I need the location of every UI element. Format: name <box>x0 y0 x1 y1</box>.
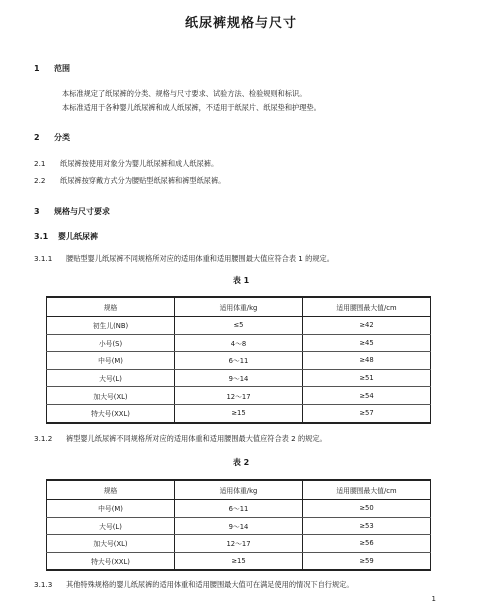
table-row <box>47 387 431 405</box>
section-2-title: 分类 <box>54 133 70 142</box>
section-1-heading <box>34 63 70 74</box>
section-3-1-number: 3.1 <box>34 232 49 241</box>
table-header-cell: 适用体重/kg <box>175 480 303 500</box>
table-cell: ≤5 <box>175 317 303 335</box>
table-cell: 初生儿(NB) <box>47 317 175 335</box>
section-1-paragraph-1: 本标准规定了纸尿裤的分类、规格与尺寸要求、试验方法、检验规则和标识。 <box>62 89 307 98</box>
table-cell: 9～14 <box>175 517 303 535</box>
clause-2-1-number: 2.1 <box>34 159 46 168</box>
section-1-number: 1 <box>34 64 40 73</box>
table-cell: 大号(L) <box>47 369 175 387</box>
table-cell: 6～11 <box>175 500 303 518</box>
table-row <box>47 352 431 370</box>
clause-2-2 <box>34 176 225 186</box>
table-cell: 6～11 <box>175 352 303 370</box>
table-row <box>47 535 431 553</box>
table-2 <box>46 479 431 571</box>
table-header-cell: 适用腰围最大值/cm <box>303 480 431 500</box>
table-row <box>47 317 431 335</box>
table-cell: ≥45 <box>303 334 431 352</box>
table-1-header-row <box>47 297 431 317</box>
clause-3-1-1-text: 腰贴型婴儿纸尿裤不同规格所对应的适用体重和适用腰围最大值应符合表 1 的规定。 <box>66 254 334 263</box>
table-2-body <box>47 500 431 571</box>
clause-3-1-2-number: 3.1.2 <box>34 434 53 443</box>
table-cell: 加大号(XL) <box>47 535 175 553</box>
section-3-title: 规格与尺寸要求 <box>54 207 110 216</box>
page-number: 1 <box>431 595 436 603</box>
section-1-paragraph-2: 本标准适用于各种婴儿纸尿裤和成人纸尿裤，不适用于纸尿片、纸尿垫和护理垫。 <box>62 103 321 112</box>
table-2-header-row <box>47 480 431 500</box>
document-title: 纸尿裤规格与尺寸 <box>184 16 297 31</box>
table-cell: 9～14 <box>175 369 303 387</box>
table-1-body <box>47 317 431 423</box>
table-row <box>47 500 431 518</box>
table-1 <box>46 296 431 424</box>
section-3-heading <box>34 206 110 217</box>
table-header-cell: 规格 <box>47 297 175 317</box>
table-cell: 特大号(XXL) <box>47 404 175 422</box>
clause-2-1-text: 纸尿裤按使用对象分为婴儿纸尿裤和成人纸尿裤。 <box>60 159 219 168</box>
table-row <box>47 334 431 352</box>
section-2-heading <box>34 132 70 143</box>
table-cell: 12～17 <box>175 387 303 405</box>
clause-3-1-1-number: 3.1.1 <box>34 254 53 263</box>
table-header-cell: 适用体重/kg <box>175 297 303 317</box>
table-cell: ≥51 <box>303 369 431 387</box>
clause-3-1-2-text: 裤型婴儿纸尿裤不同规格所对应的适用体重和适用腰围最大值应符合表 2 的规定。 <box>66 434 327 443</box>
clause-3-1-3-number: 3.1.3 <box>34 580 53 589</box>
table-cell: 特大号(XXL) <box>47 552 175 570</box>
table-row <box>47 552 431 570</box>
table-cell: 加大号(XL) <box>47 387 175 405</box>
table-cell: ≥15 <box>175 404 303 422</box>
table-cell: ≥56 <box>303 535 431 553</box>
table-cell: ≥48 <box>303 352 431 370</box>
table-cell: 中号(M) <box>47 500 175 518</box>
table-cell: 小号(S) <box>47 334 175 352</box>
section-1-title: 范围 <box>54 64 70 73</box>
section-3-1-title: 婴儿纸尿裤 <box>58 232 98 241</box>
section-3-1-heading <box>34 231 98 242</box>
table-cell: ≥53 <box>303 517 431 535</box>
table-header-cell: 规格 <box>47 480 175 500</box>
table-header-cell: 适用腰围最大值/cm <box>303 297 431 317</box>
clause-2-2-number: 2.2 <box>34 176 46 185</box>
section-3-number: 3 <box>34 207 40 216</box>
clause-3-1-1 <box>34 254 334 264</box>
table-cell: ≥57 <box>303 404 431 422</box>
table-cell: 4～8 <box>175 334 303 352</box>
table-2-caption: 表 2 <box>232 458 250 467</box>
table-cell: 12～17 <box>175 535 303 553</box>
table-row <box>47 404 431 422</box>
table-row <box>47 517 431 535</box>
table-cell: ≥42 <box>303 317 431 335</box>
table-row <box>47 369 431 387</box>
section-2-number: 2 <box>34 133 40 142</box>
clause-2-2-text: 纸尿裤按穿戴方式分为腰贴型纸尿裤和裤型纸尿裤。 <box>60 176 226 185</box>
table-cell: ≥59 <box>303 552 431 570</box>
table-1-caption: 表 1 <box>232 276 250 285</box>
clause-3-1-3 <box>34 580 354 590</box>
table-cell: ≥50 <box>303 500 431 518</box>
clause-3-1-3-text: 其他特殊规格的婴儿纸尿裤的适用体重和适用腰围最大值可在满足使用的情况下自行规定。 <box>66 580 354 589</box>
clause-3-1-2 <box>34 434 327 444</box>
table-cell: ≥54 <box>303 387 431 405</box>
table-cell: 中号(M) <box>47 352 175 370</box>
table-cell: ≥15 <box>175 552 303 570</box>
clause-2-1 <box>34 159 218 169</box>
table-cell: 大号(L) <box>47 517 175 535</box>
